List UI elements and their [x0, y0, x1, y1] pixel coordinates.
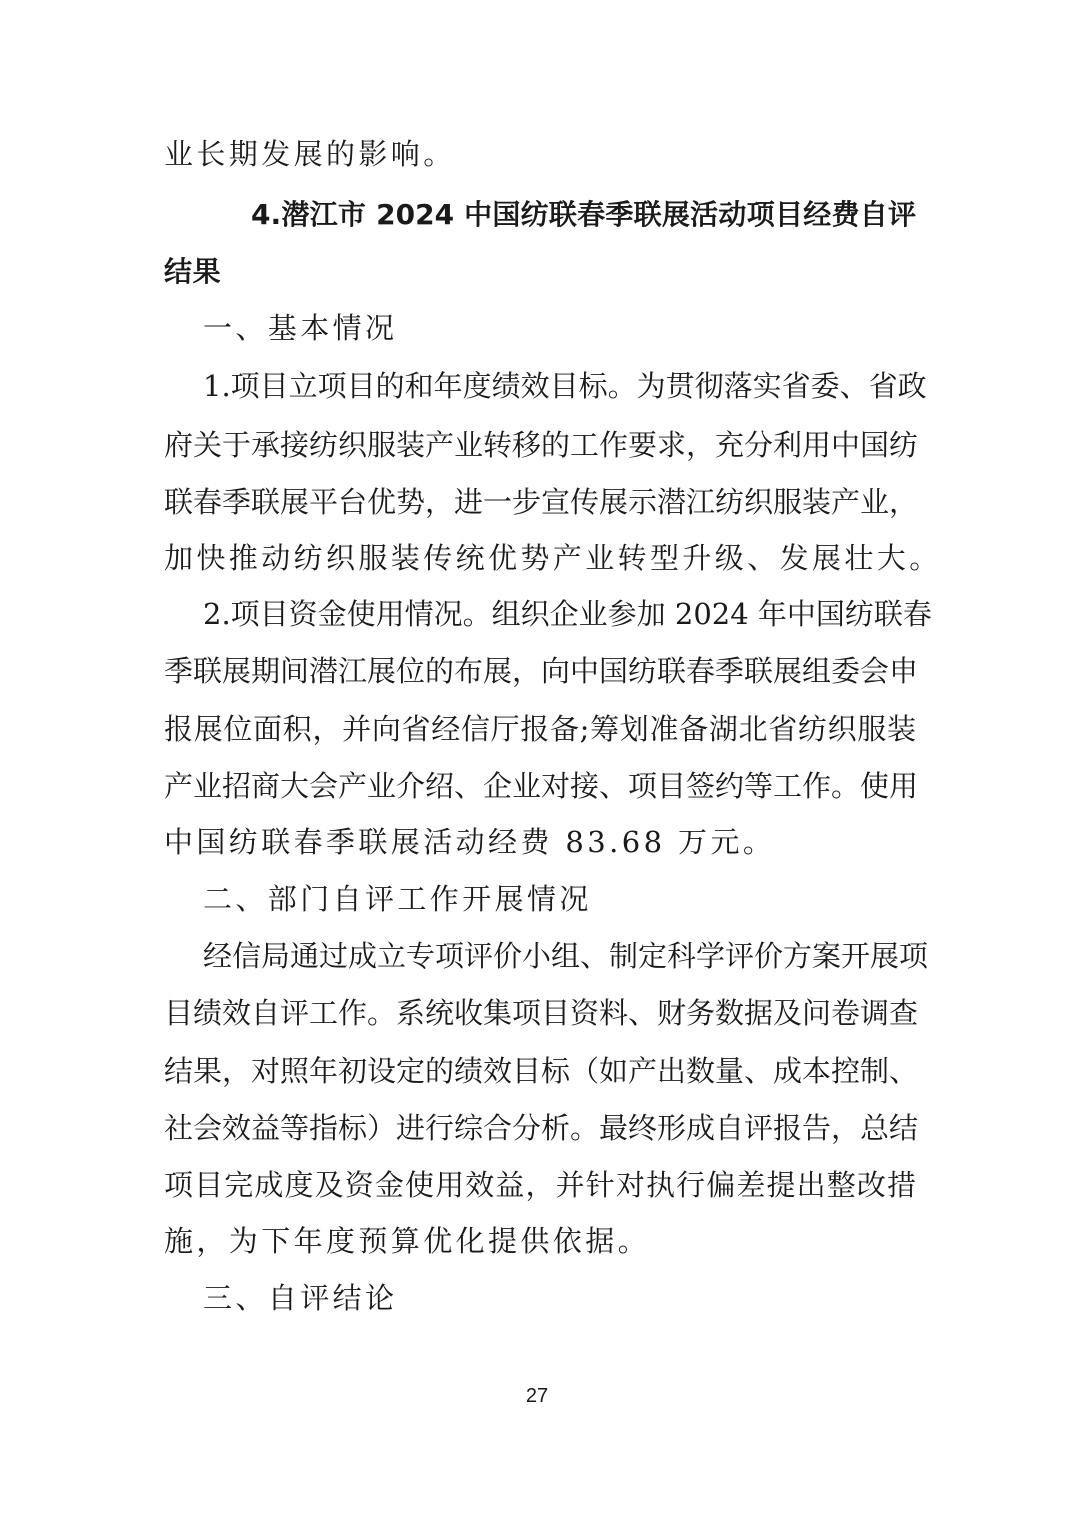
subheading-basic-info: 一、基本情况 [203, 311, 398, 345]
section-heading: 4.潜江市 2024 中国纺联春季联展活动项目经费自评 [251, 198, 916, 231]
text-line: 施，为下年度预算优化提供依据。 [164, 1224, 651, 1258]
text-line: 2.项目资金使用情况。组织企业参加 2024 年中国纺联春 [203, 597, 932, 631]
text-line: 社会效益等指标）进行综合分析。最终形成自评报告，总结 [164, 1111, 919, 1145]
section-heading-continued: 结果 [164, 255, 222, 288]
text-line: 季联展期间潜江展位的布展，向中国纺联春季联展组委会申 [164, 654, 919, 688]
text-line: 报展位面积，并向省经信厅报备;筹划准备湖北省纺织服装 [164, 712, 916, 746]
text-line: 加快推动纺织服装传统优势产业转型升级、发展壮大。 [164, 541, 942, 575]
text-line: 联春季联展平台优势，进一步宣传展示潜江纺织服装产业， [164, 485, 919, 519]
text-line: 中国纺联春季联展活动经费 83.68 万元。 [164, 825, 776, 859]
subheading-self-evaluation: 二、部门自评工作开展情况 [203, 882, 592, 916]
text-line: 目绩效自评工作。系统收集项目资料、财务数据及问卷调查 [164, 996, 919, 1030]
text-line: 1.项目立项目的和年度绩效目标。为贯彻落实省委、省政 [203, 369, 927, 403]
text-line: 产业招商大会产业介绍、企业对接、项目签约等工作。使用 [164, 769, 919, 803]
subheading-conclusion: 三、自评结论 [203, 1281, 398, 1315]
text-line: 经信局通过成立专项评价小组、制定科学评价方案开展项 [203, 939, 929, 973]
text-line: 项目完成度及资金使用效益，并针对执行偏差提出整改措 [164, 1168, 916, 1202]
page-number: 27 [525, 1385, 549, 1407]
text-line: 结果，对照年初设定的绩效目标（如产出数量、成本控制、 [164, 1054, 919, 1088]
text-line: 业长期发展的影响。 [164, 137, 456, 171]
text-line: 府关于承接纺织服装产业转移的工作要求，充分利用中国纺 [164, 428, 919, 462]
